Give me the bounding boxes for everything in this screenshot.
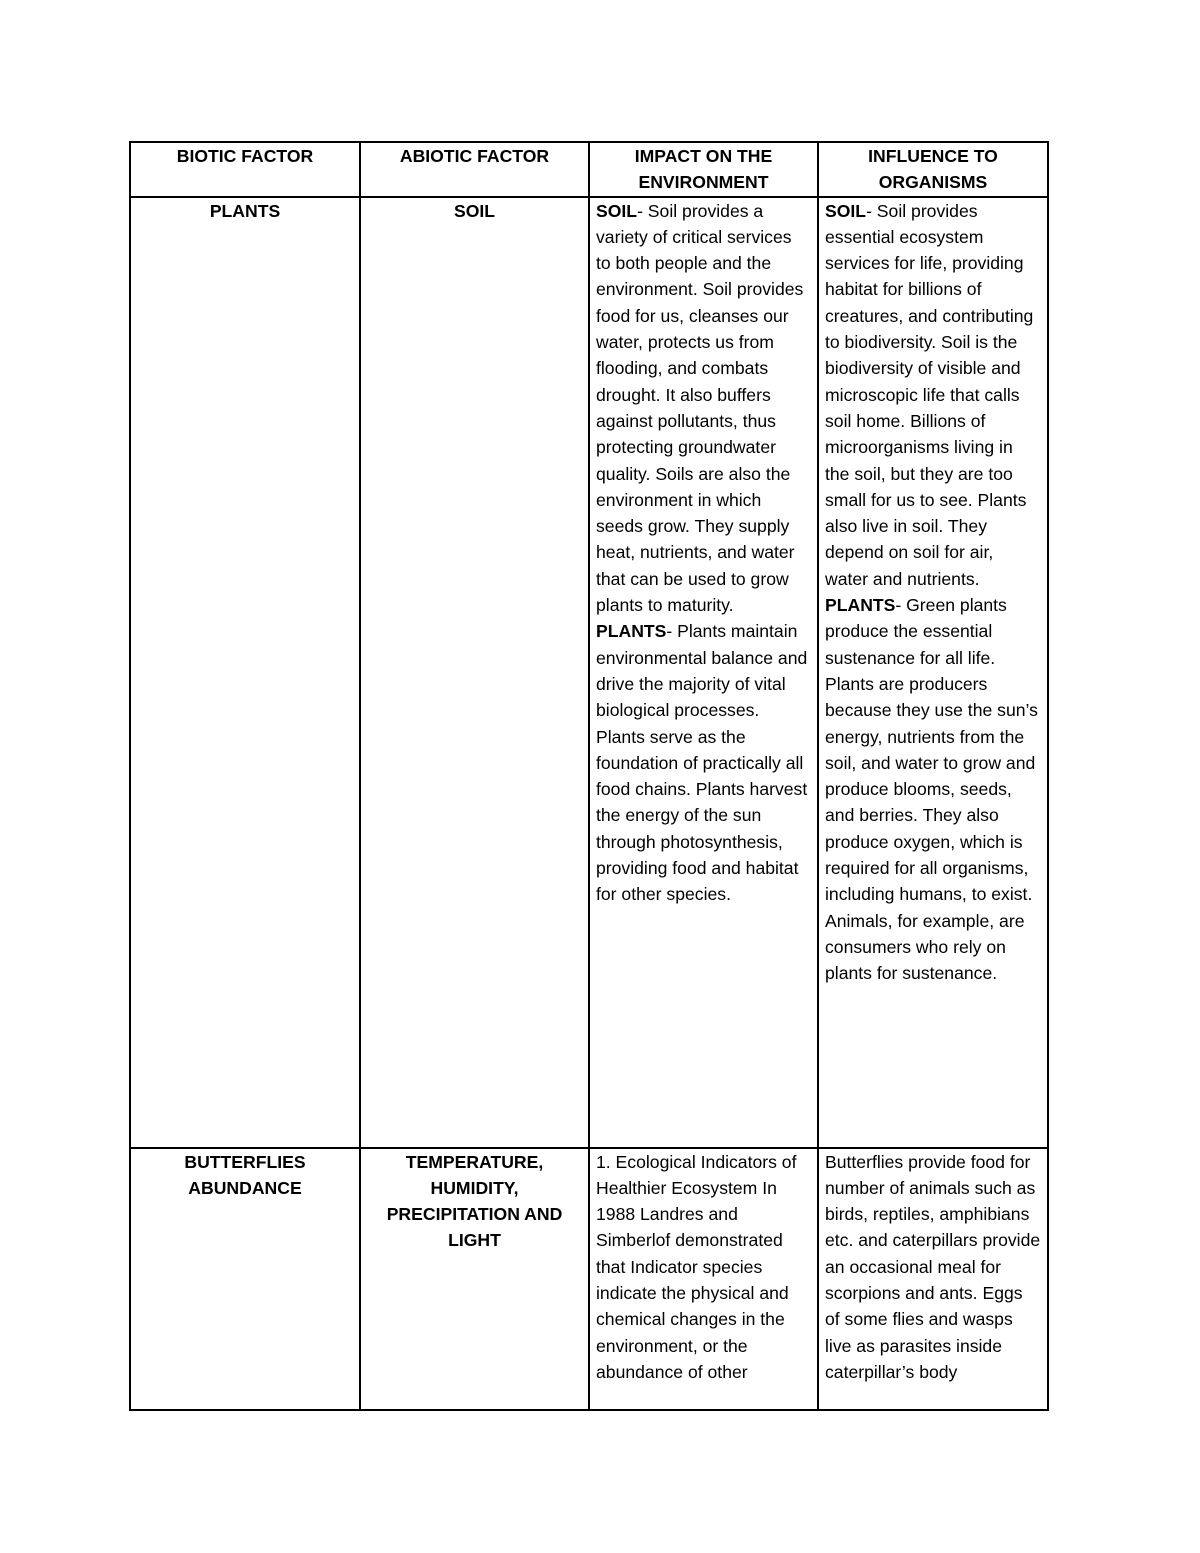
influence-plants-paragraph [825,592,1041,986]
influence-soil-text: - Soil provides essential ecosystem services for life, providing habitat for billions of creatures, and contributing to biodiversity. Soil is the biodiversity of visible and microscopic life that calls soil home. Billions of microorganisms living in the soil, but they are too small for us to see. Plants also live in soil. They depend on soil for air, water and nutrients. [825,200,1034,589]
biotic-cell: PLANTS [130,197,360,1148]
impact-soil-paragraph [596,198,811,619]
impact-plants-text: - Plants maintain environmental balance and drive the majority of vital biological processes. Plants serve as the foundation of practically all food chains. Plants harvest the energy of the sun through photosynthesis, providing food and habitat for other species. [596,621,808,905]
abiotic-cell: SOIL [360,197,589,1148]
influence-cell [818,197,1048,1148]
influence-plants-text: - Green plants produce the essential sustenance for all life. Plants are producers because they use the sun’s energy, nutrients from the soil, and water to grow and produce blooms, seeds, and berries. They also produce oxygen, which is required for all organisms, including humans, to exist. Animals, for example, are consumers who rely on plants for sustenance. [825,595,1038,984]
header-influence: INFLUENCE TO ORGANISMS [818,142,1048,197]
impact-cell [589,197,818,1148]
table-row [130,197,1048,1148]
impact-plants-paragraph [596,618,811,907]
header-impact: IMPACT ON THE ENVIRONMENT [589,142,818,197]
impact-soil-text: - Soil provides a variety of critical services to both people and the environment. Soil provides food for us, cleanses our water, protects us from flooding, and combats drought. It also buffers against pollutants, thus protecting groundwater quality. Soils are also the environment in which seeds grow. They supply heat, nutrients, and water that can be used to grow plants to maturity. [596,200,804,616]
impact-plants-lead: PLANTS [596,621,667,642]
header-abiotic-factor: ABIOTIC FACTOR [360,142,589,197]
influence-soil-lead: SOIL [825,200,867,221]
influence-cell: Butterflies provide food for number of animals such as birds, reptiles, amphibians etc. and caterpillars provide an occasional meal for scorpions and ants. Eggs of some flies and wasps live as parasites inside caterpillar’s body [818,1148,1048,1410]
factors-table [129,141,1049,1411]
influence-soil-paragraph [825,198,1041,592]
table-header-row [130,142,1048,197]
impact-cell: 1. Ecological Indicators of Healthier Ecosystem In 1988 Landres and Simberlof demonstrated that Indicator species indicate the physical and chemical changes in the environment, or the abundance of other [589,1148,818,1410]
impact-soil-lead: SOIL [596,200,638,221]
table-row [130,1148,1048,1410]
abiotic-cell: TEMPERATURE, HUMIDITY, PRECIPITATION AND LIGHT [360,1148,589,1410]
biotic-cell: BUTTERFLIES ABUNDANCE [130,1148,360,1410]
influence-plants-lead: PLANTS [825,595,896,616]
header-biotic-factor: BIOTIC FACTOR [130,142,360,197]
